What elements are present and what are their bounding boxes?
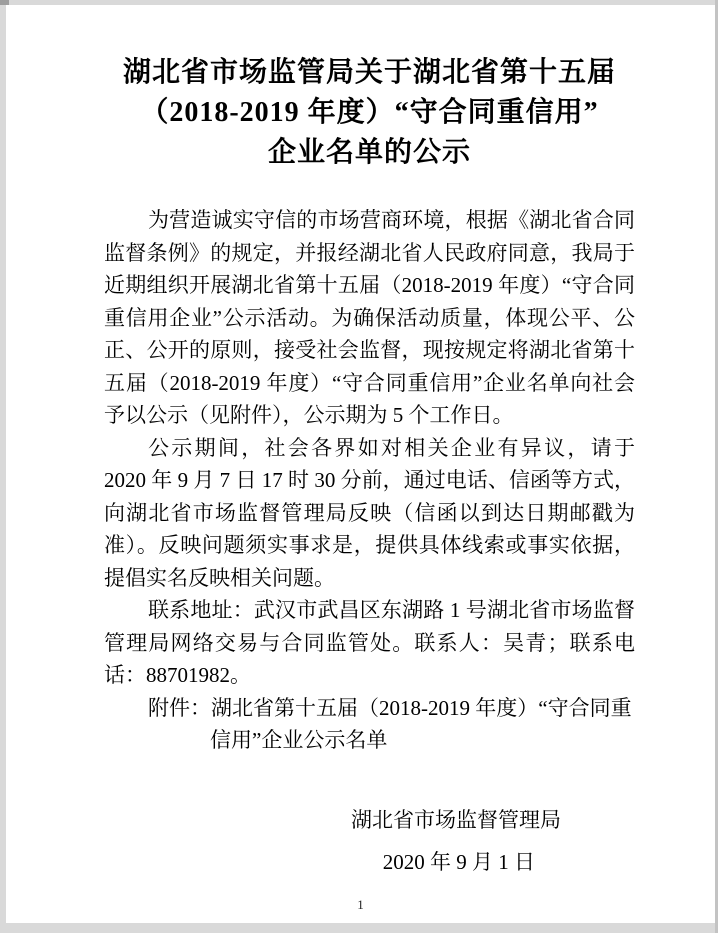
attachment-text: 湖北省第十五届（2018-2019 年度）“守合同重信用”企业公示名单	[210, 695, 632, 752]
paragraph-objection-period: 公示期间，社会各界如对相关企业有异议，请于 2020 年 9 月 7 日 17 时 30 分前，通过电话、信函等方式，向湖北省市场监督管理局反映（信函以到达日期邮戳为准）。反映问题须实事求是，提供具体线索或事实依据，提倡实名反映相关问题。	[104, 435, 635, 590]
title-line-2: （2018-2019 年度）“守合同重信用”	[140, 97, 599, 128]
document-title	[104, 53, 635, 173]
document-page	[6, 5, 715, 923]
signature-organization: 湖北省市场监督管理局	[351, 807, 561, 832]
title-line-1: 湖北省市场监管局关于湖北省第十五届	[122, 57, 616, 88]
attachment-label: 附件：	[148, 695, 211, 720]
document-body	[104, 204, 635, 757]
paragraph-intro: 为营造诚实守信的市场营商环境，根据《湖北省合同监督条例》的规定，并报经湖北省人民政府同意，我局于近期组织开展湖北省第十五届（2018-2019 年度）“守合同重信用企业”公示活动。为确保活动质量，体现公平、公正、公开的原则，接受社会监督，现按规定将湖北省第十五届（2018-2019 年度）“守合同重信用”企业名单向社会予以公示（见附件），公示期为 5 个工作日。	[104, 208, 635, 427]
signature-date: 2020 年 9 月 1 日	[382, 849, 535, 874]
title-line-3: 企业名单的公示	[267, 137, 471, 168]
attachment-line	[104, 692, 635, 757]
page-number: 1	[357, 897, 364, 912]
signature-block	[104, 799, 635, 883]
paragraph-contact-info: 联系地址：武汉市武昌区东湖路 1 号湖北省市场监督管理局网络交易与合同监管处。联系人：吴青；联系电话：88701982。	[104, 598, 635, 687]
